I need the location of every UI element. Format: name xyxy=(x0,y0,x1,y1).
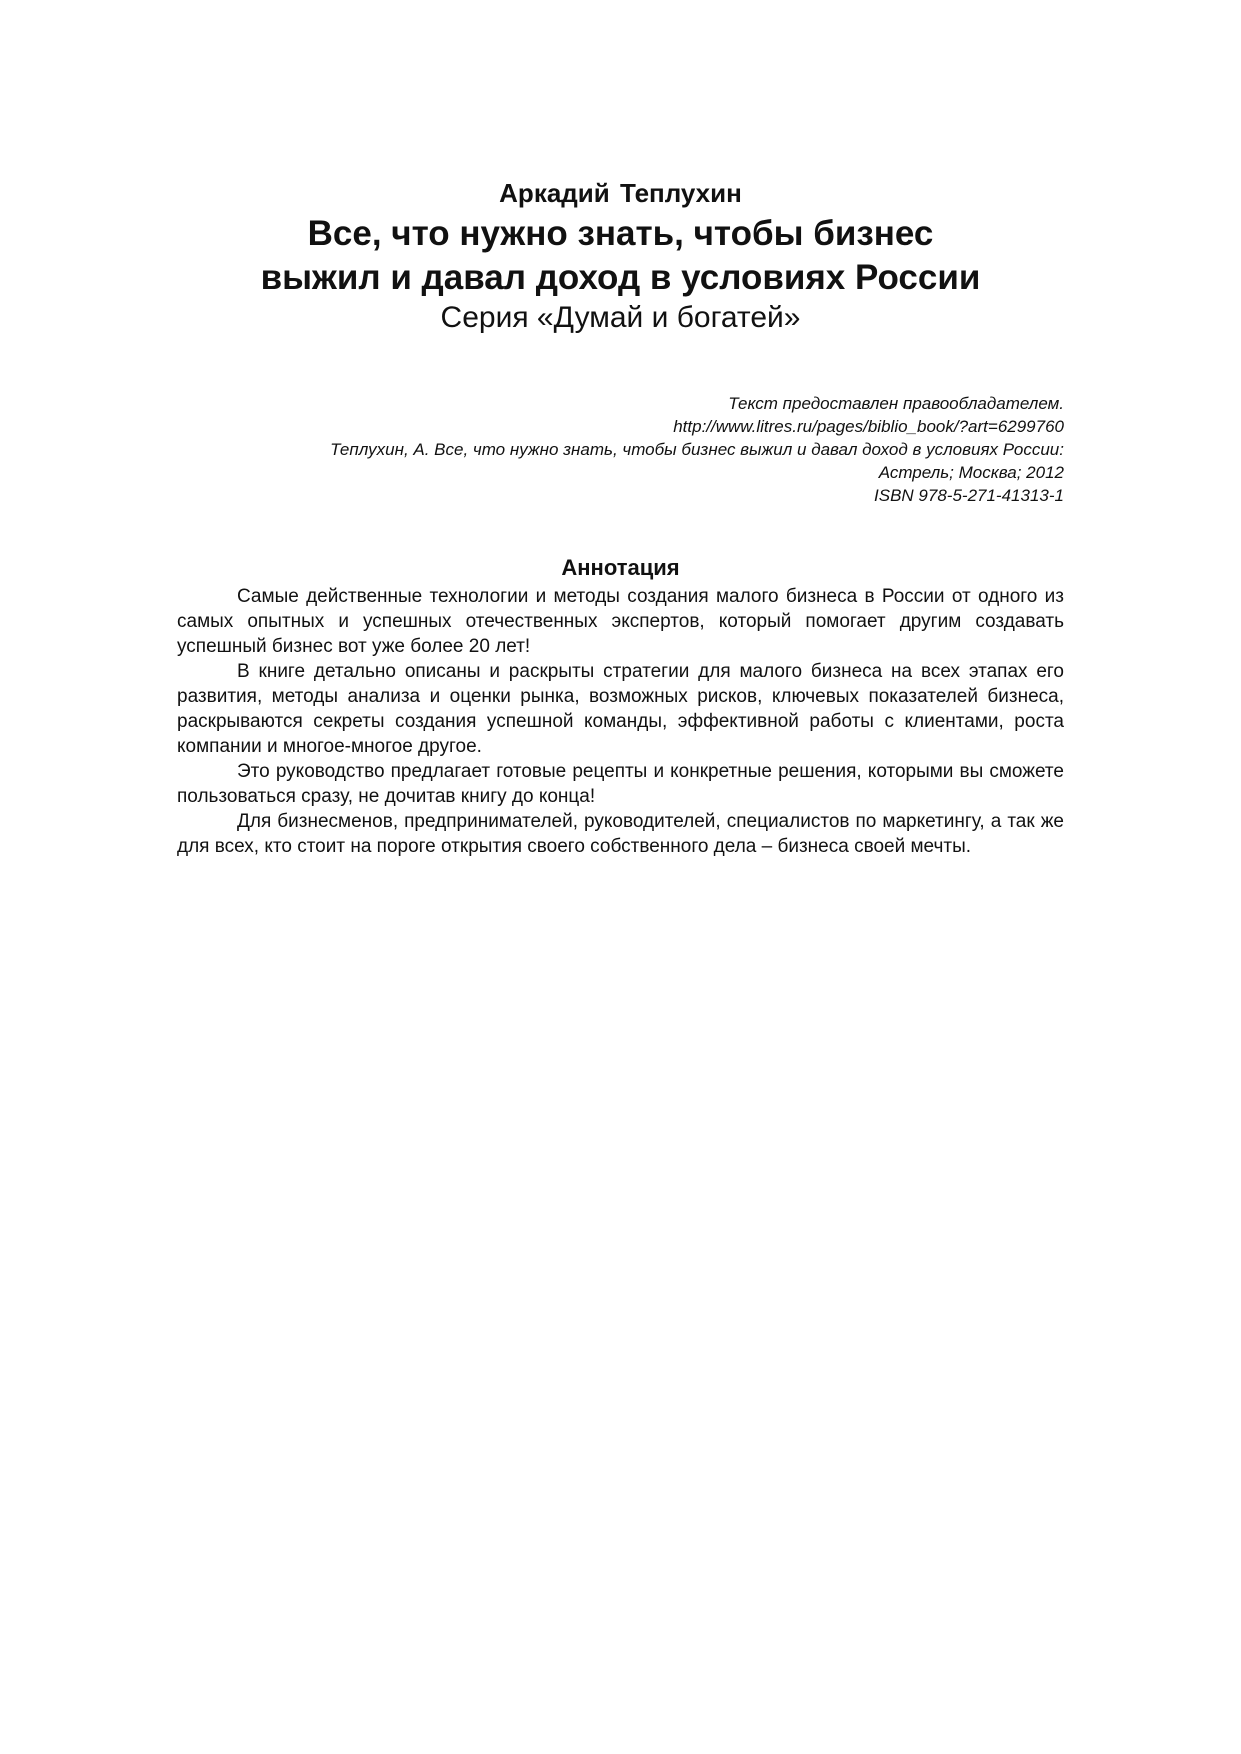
source-url: http://www.litres.ru/pages/biblio_book/?art=6299760 xyxy=(673,417,1064,436)
annotation-heading: Аннотация xyxy=(561,555,680,580)
publication-info xyxy=(177,392,1064,507)
author-name: Аркадий Теплухин xyxy=(499,178,742,208)
series-title: Серия «Думай и богатей» xyxy=(440,301,801,334)
annotation-paragraph: Это руководство предлагает готовые рецепты и конкретные решения, которыми вы сможете пользоваться сразу, не дочитав книгу до конца! xyxy=(177,761,1064,807)
book-title-line: Все, что нужно знать, чтобы бизнес xyxy=(307,214,934,253)
bibliographic-reference: Теплухин, А. Все, что нужно знать, чтобы бизнес выжил и давал доход в условиях России: xyxy=(330,440,1064,459)
rights-holder-note: Текст предоставлен правообладателем. xyxy=(728,394,1064,413)
publisher-city-year: Астрель; Москва; 2012 xyxy=(878,463,1064,482)
annotation-body xyxy=(177,584,1064,859)
annotation-paragraph: Самые действенные технологии и методы создания малого бизнеса в России от одного из самых опытных и успешных отечественных экспертов, который помогает другим создавать успешный бизнес вот уже более 20 лет! xyxy=(177,586,1064,657)
isbn: ISBN 978-5-271-41313-1 xyxy=(874,486,1064,505)
annotation-paragraph: Для бизнесменов, предпринимателей, руководителей, специалистов по маркетингу, а так же для всех, кто стоит на пороге открытия своего собственного дела – бизнеса своей мечты. xyxy=(177,811,1064,857)
annotation-paragraph: В книге детально описаны и раскрыты стратегии для малого бизнеса на всех этапах его развития, методы анализа и оценки рынка, возможных рисков, ключевых показателей бизнеса, раскрываются секреты создания успешной команды, эффективной работы с клиентами, роста компании и многое-многое другое. xyxy=(177,661,1064,757)
book-title-line: выжил и давал доход в условиях России xyxy=(260,258,981,297)
book-title xyxy=(177,212,1064,300)
